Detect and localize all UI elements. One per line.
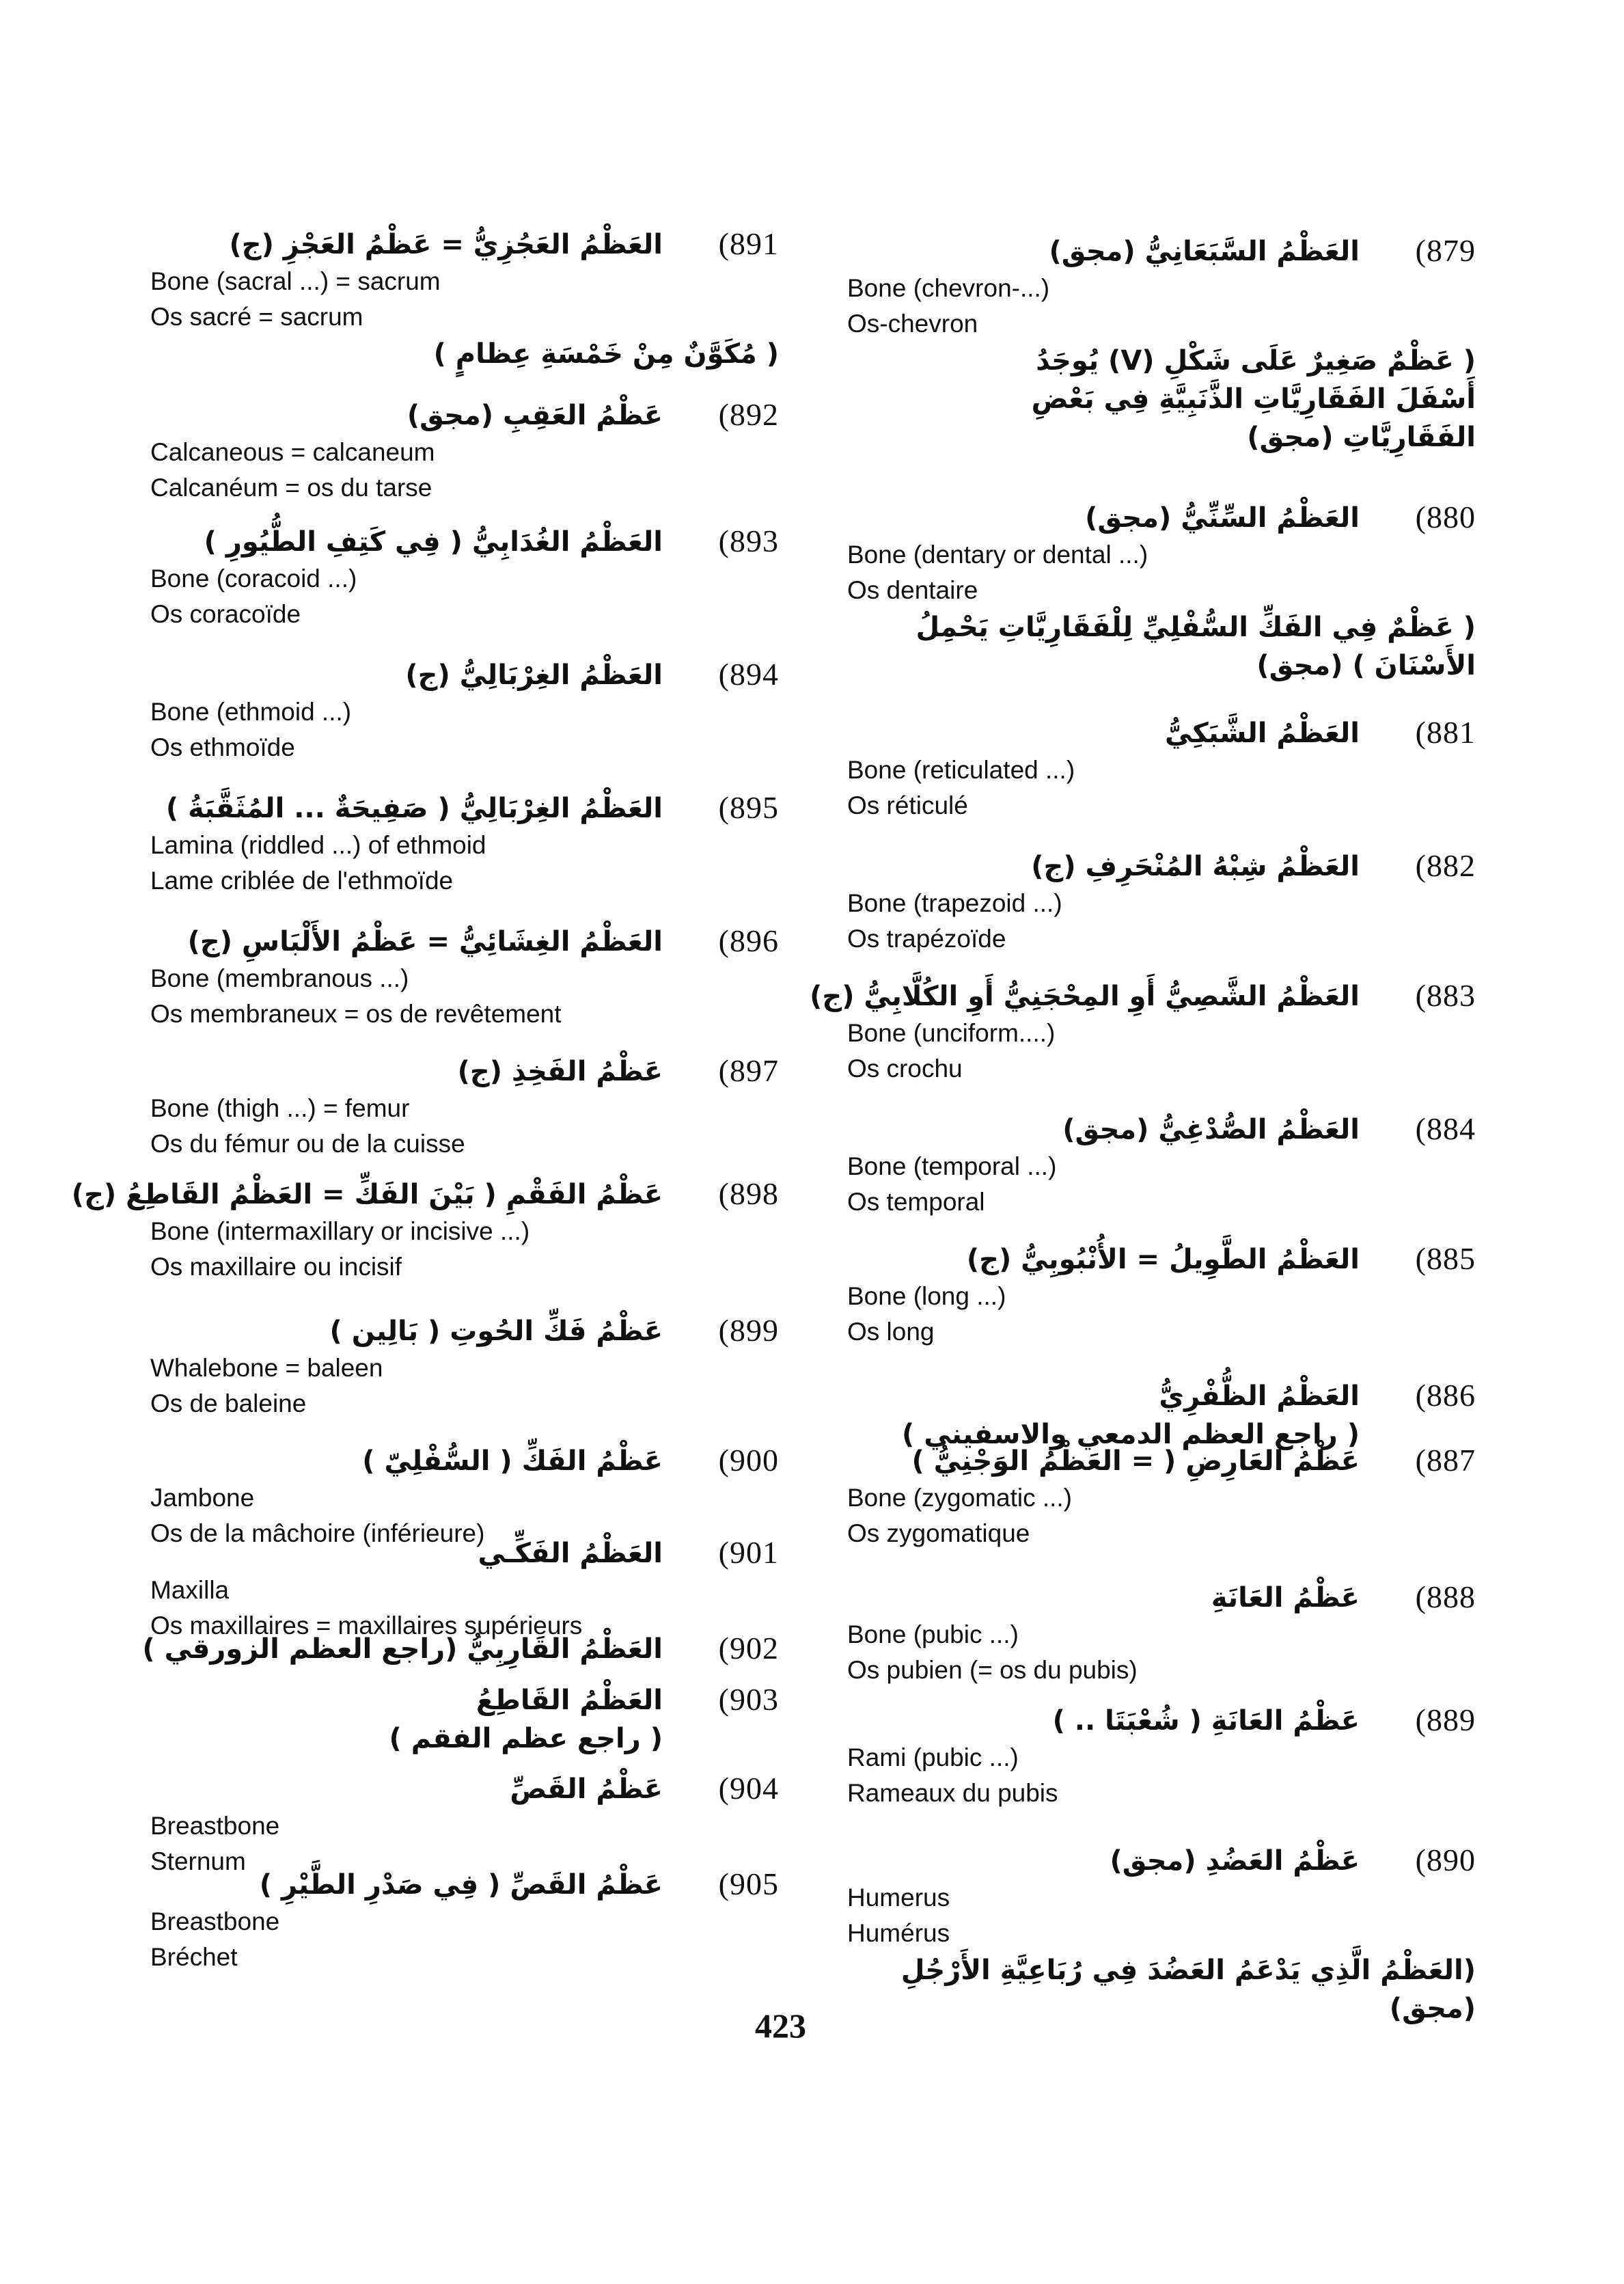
entry-number: (891 [718,226,779,261]
dictionary-entry [847,1442,1476,1551]
translation-line: Humérus [847,1919,950,1947]
translation-line: Bone (coracoid ...) [150,565,357,593]
dictionary-entry [150,226,779,373]
arabic-note: ( عَظْمٌ صَغِيرٌ عَلَى شَكْلِ (V) يُوجَدُ [1036,345,1476,377]
translation-line: Jambone [150,1484,255,1512]
translation-line: Bone (chevron-...) [847,274,1050,302]
arabic-term: العَظْمُ الغُدَابِيُّ ( فِي كَتِفِ الطُّيُورِ ) [204,526,663,558]
dictionary-entry [150,1866,779,1975]
dictionary-entry [142,1630,779,1668]
arabic-term: العَظْمُ الشَّصِيُّ أَوِ المِحْجَنِيُّ أَوِ الكُلَّابِيُّ (ج) [810,981,1360,1012]
dictionary-entry [847,1579,1476,1688]
translation-line: Breastbone [150,1907,280,1935]
arabic-term: العَظْمُ العَجُزِيُّ = عَظْمُ العَجْزِ (ج) [229,229,663,260]
dictionary-entry [71,1175,779,1285]
entry-number: (893 [718,524,779,558]
entry-number: (883 [1415,978,1476,1013]
dictionary-entry [150,1681,779,1758]
translation-line: Os long [847,1318,935,1346]
translation-line: Os coracoïde [150,600,301,628]
arabic-term: عَظْمُ العَقِبِ (مجق) [407,400,663,431]
dictionary-entry [847,1111,1476,1220]
dictionary-entry [150,1312,779,1422]
translation-line: Sternum [150,1847,246,1875]
entry-number: (899 [718,1313,779,1348]
translation-line: Os crochu [847,1055,963,1083]
dictionary-entry [150,1770,779,1879]
translation-line: Maxilla [150,1576,230,1604]
arabic-note: (مجق) [1389,1993,1476,2024]
entry-number: (882 [1415,848,1476,883]
entry-number: (904 [718,1771,779,1806]
arabic-term: العَظْمُ الظُّفْرِيُّ [1159,1381,1360,1412]
entry-number: (884 [1415,1111,1476,1146]
entry-number: (885 [1415,1241,1476,1276]
entry-number: (895 [718,790,779,825]
arabic-term: عَظْمُ فَكِّ الحُوتِ ( بَالِين ) [329,1316,663,1347]
entry-number: (889 [1415,1702,1476,1737]
dictionary-entry [847,232,1476,457]
entry-number: (886 [1415,1378,1476,1413]
translation-line: Os de baleine [150,1389,307,1417]
translation-line: Os trapézoïde [847,925,1006,953]
dictionary-entry [150,789,779,899]
entry-number: (887 [1415,1443,1476,1478]
dictionary-entry [150,923,779,1032]
translation-line: Bone (long ...) [847,1282,1006,1310]
entry-number: (901 [718,1535,779,1570]
translation-line: Bone (trapezoid ...) [847,889,1062,917]
translation-line: Rami (pubic ...) [847,1743,1019,1771]
arabic-term: عَظْمُ الفَكِّ ( السُّفْلِيّ ) [362,1445,663,1477]
arabic-term: عَظْمُ العَضُدِ (مجق) [1110,1845,1360,1877]
arabic-term: عَظْمُ العَانَةِ ( شُعْبَتَا .. ) [1052,1705,1360,1737]
arabic-note: (العَظْمُ الَّذِي يَدْعَمُ العَضُدَ فِي رُبَاعِيَّةِ الأَرْجُلِ [900,1955,1476,1986]
translation-line: Bone (ethmoid ...) [150,698,352,726]
translation-line: Os temporal [847,1188,985,1216]
arabic-term: العَظْمُ السِّنِّيُّ (مجق) [1085,502,1360,534]
dictionary-entry [847,499,1476,685]
arabic-note: الأَسْنَانَ ) (مجق) [1256,650,1476,681]
entry-number: (890 [1415,1843,1476,1877]
translation-line: Bréchet [150,1943,238,1971]
translation-line: Os réticulé [847,791,968,819]
dictionary-entry [150,396,779,506]
arabic-term: العَظْمُ السَّبَعَانِيُّ (مجق) [1049,236,1360,267]
arabic-term: العَظْمُ القَارِبِيُّ (راجع العظم الزورقي ) [142,1633,663,1665]
translation-line: Bone (pubic ...) [847,1620,1019,1648]
arabic-note: الفَقَارِيَّاتِ (مجق) [1247,422,1476,453]
translation-line: Bone (unciform....) [847,1019,1056,1047]
arabic-term: العَظْمُ القَاطِعُ [476,1685,663,1716]
dictionary-entry [847,1702,1476,1811]
page-number: 423 [755,2007,806,2045]
dictionary-entry [150,656,779,765]
translation-line: Os du fémur ou de la cuisse [150,1130,465,1158]
arabic-note: ( مُكَوَّنٌ مِنْ خَمْسَةِ عِظامٍ ) [433,338,779,370]
dictionary-entry [847,714,1476,824]
dictionary-entry [847,1842,1476,2028]
translation-line: Lame criblée de l'ethmoïde [150,867,454,895]
translation-line: Rameaux du pubis [847,1779,1058,1807]
translation-line: Humerus [847,1884,950,1912]
arabic-term: ( راجع العظم الدمعي والاسفيني ) [902,1419,1360,1450]
dictionary-entry [150,1052,779,1162]
entry-number: (900 [718,1443,779,1478]
arabic-term: العَظْمُ الطَّوِيلُ = الأُنْبُوبِيُّ (ج) [966,1244,1360,1275]
entry-number: (902 [718,1631,779,1666]
entry-number: (892 [718,397,779,432]
arabic-term: العَظْمُ الفَكِّـي [478,1538,663,1569]
translation-line: Bone (reticulated ...) [847,756,1075,784]
translation-line: Os de la mâchoire (inférieure) [150,1519,485,1547]
arabic-term: عَظْمُ الفَقْمِ ( بَيْنَ الفَكِّ = العَظْمُ القَاطِعُ (ج) [71,1179,663,1210]
dictionary-entry [150,523,779,632]
entry-number: (896 [718,923,779,958]
translation-line: Bone (membranous ...) [150,964,409,992]
entry-number: (888 [1415,1579,1476,1614]
arabic-term: العَظْمُ الشَّبَكِيُّ [1164,718,1360,749]
translation-line: Bone (zygomatic ...) [847,1484,1073,1512]
translation-line: Bone (dentary or dental ...) [847,541,1148,569]
arabic-note: أَسْفَلَ الفَقَارِيَّاتِ الذَّنَبِيَّةِ فِي بَعْضِ [1031,383,1476,415]
translation-line: Os sacré = sacrum [150,303,363,331]
arabic-term: العَظْمُ شِبْهُ المُنْحَرِفِ (ج) [1031,851,1360,882]
arabic-term: ( راجع عظم الفقم ) [389,1723,663,1754]
entry-number: (905 [718,1866,779,1901]
translation-line: Bone (thigh ...) = femur [150,1094,410,1122]
translation-line: Lamina (riddled ...) of ethmoid [150,831,486,859]
translation-line: Bone (intermaxillary or incisive ...) [150,1217,530,1245]
dictionary-entry [847,1240,1476,1350]
translation-line: Bone (temporal ...) [847,1152,1057,1180]
translation-line: Os membraneux = os de revêtement [150,1000,562,1028]
dictionary-entry [150,1534,779,1644]
dictionary-entry [810,977,1476,1087]
entry-number: (897 [718,1053,779,1088]
entry-number: (894 [718,657,779,692]
arabic-term: العَظْمُ الغِرْبَالِيُّ ( صَفِيحَةٌ ... المُثَقَّبَةُ ) [165,793,663,824]
arabic-term: عَظْمُ العَانَةِ [1211,1582,1360,1614]
translation-line: Breastbone [150,1812,280,1840]
entry-number: (881 [1415,715,1476,750]
arabic-term: العَظْمُ الغِرْبَالِيُّ (ج) [405,660,663,691]
arabic-note: ( عَظْمٌ فِي الفَكِّ السُّفْلِيِّ لِلْفَقَارِيَّاتِ يَحْمِلُ [916,612,1476,643]
translation-line: Whalebone = baleen [150,1354,383,1382]
translation-line: Os maxillaire ou incisif [150,1253,402,1281]
arabic-term: العَظْمُ الصُّدْغِيُّ (مجق) [1062,1114,1360,1145]
arabic-term: عَظْمُ القَصِّ [510,1773,663,1805]
translation-line: Os-chevron [847,310,978,338]
translation-line: Os ethmoïde [150,733,295,761]
entry-number: (879 [1415,233,1476,268]
entry-number: (903 [718,1682,779,1717]
translation-line: Os dentaire [847,576,978,604]
entry-number: (880 [1415,500,1476,534]
translation-line: Calcaneous = calcaneum [150,438,435,466]
translation-line: Calcanéum = os du tarse [150,474,432,502]
entry-number: (898 [718,1176,779,1211]
translation-line: Os zygomatique [847,1519,1030,1547]
arabic-term: عَظْمُ العَارِضِ ( = العَظْمُ الوَجْنِيُّ ) [911,1445,1360,1477]
arabic-term: عَظْمُ القَصِّ ( فِي صَدْرِ الطَّيْرِ ) [259,1869,663,1901]
arabic-term: عَظْمُ الفَخِذِ (ج) [457,1056,663,1087]
translation-line: Os pubien (= os du pubis) [847,1656,1138,1684]
arabic-term: العَظْمُ الغِشَائِيُّ = عَظْمُ الأَلْبَاسِ (ج) [187,926,663,957]
translation-line: Bone (sacral ...) = sacrum [150,267,441,295]
dictionary-entry [847,847,1476,957]
translation-line: Os maxillaires = maxillaires supérieurs [150,1612,583,1640]
